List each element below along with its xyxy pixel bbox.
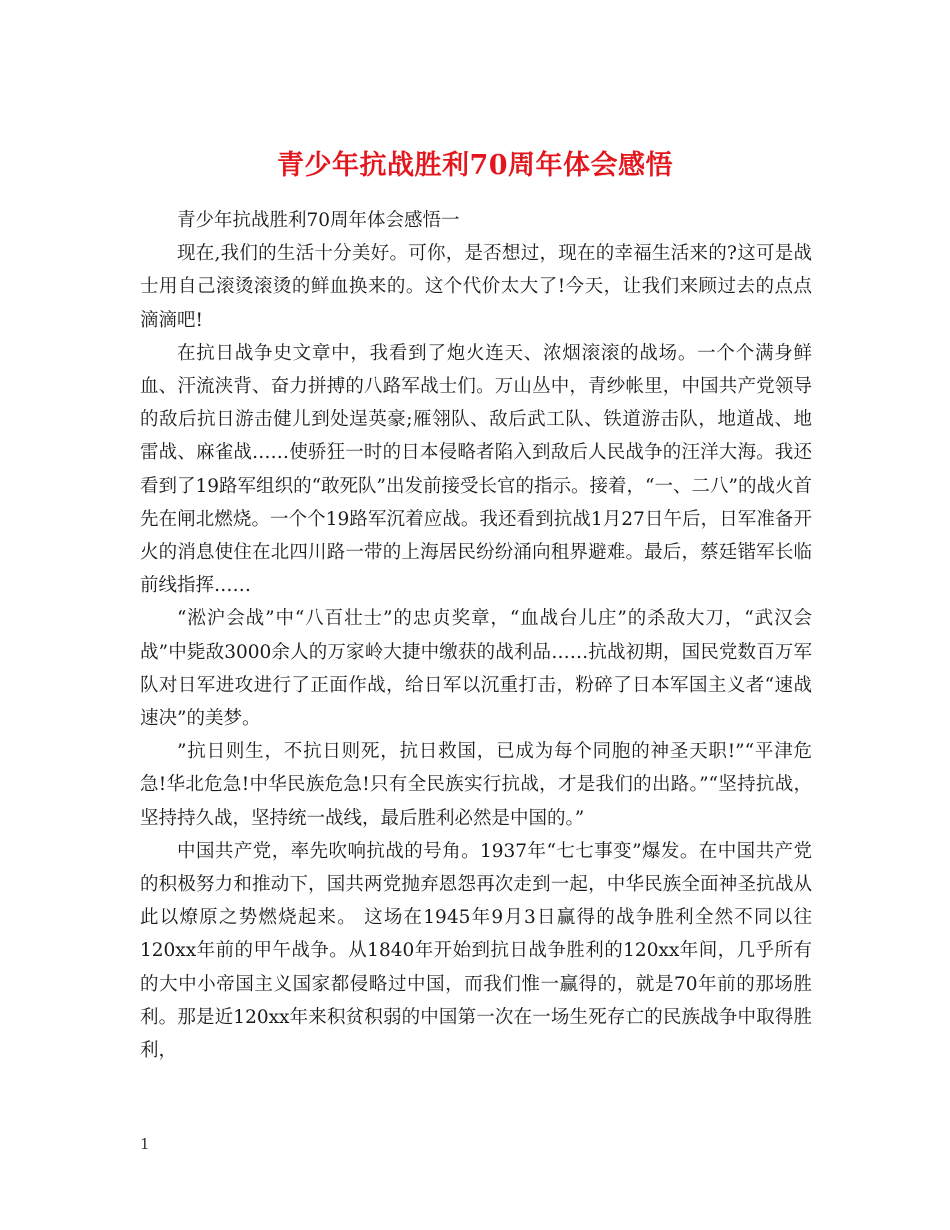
body-paragraph-1: 现在,我们的生活十分美好。可你，是否想过，现在的幸福生活来的?这可是战士用自己滚烫滚烫的鲜血换来的。这个代价太大了!今天，让我们来顾过去的点点滴滴吧! [140, 243, 812, 331]
document-title: 青少年抗战胜利70周年体会感悟 [276, 150, 674, 182]
body-paragraph-4: ”抗日则生，不抗日则死，抗日救国，已成为每个同胞的神圣天职!”“平津危急!华北危急!中华民族危急!只有全民族实行抗战，才是我们的出路。”“坚持抗战，坚持持久战，坚持统一战线，最后胜利必然是中国的。” [140, 741, 812, 829]
subheading-paragraph: 青少年抗战胜利70周年体会感悟一 [177, 210, 460, 231]
body-paragraph-3: “淞沪会战”中“八百壮士”的忠贞奖章，“血战台儿庄”的杀敌大刀，“武汉会战”中毙敌3000余人的万家岭大捷中缴获的战利品……抗战初期，国民党数百万军队对日军进攻进行了正面作战，给日军以沉重打击，粉碎了日本军国主义者“速战速决”的美梦。 [140, 608, 812, 730]
body-paragraph-5: 中国共产党，率先吹响抗战的号角。1937年“七七事变”爆发。在中国共产党的积极努力和推动下，国共两党抛弃恩怨再次走到一起，中华民族全面神圣抗战从此以燎原之势燃烧起来。 这场在1945年9月3日赢得的战争胜利全然不同以往120xx年前的甲午战争。从1840年开始到抗日战争胜利的120xx年间，几乎所有的大中小帝国主义国家都侵略过中国，而我们惟一赢得的，就是70年前的那场胜利。那是近120xx年来积贫积弱的中国第一次在一场生死存亡的民族战争中取得胜利， [140, 840, 812, 1062]
document-body [140, 204, 812, 1067]
page-number: 1 [140, 1135, 150, 1153]
body-paragraph-2: 在抗日战争史文章中，我看到了炮火连天、浓烟滚滚的战场。一个个满身鲜血、汗流浃背、奋力拼搏的八路军战士们。万山丛中，青纱帐里，中国共产党领导的敌后抗日游击健儿到处逞英豪;雁翎队、敌后武工队、铁道游击队，地道战、地雷战、麻雀战……使骄狂一时的日本侵略者陷入到敌后人民战争的汪洋大海。我还看到了19路军组织的“敢死队”出发前接受长官的指示。接着，“一、二八”的战火首先在闸北燃烧。一个个19路军沉着应战。我还看到抗战1月27日午后，日军准备开火的消息使住在北四川路一带的上海居民纷纷涌向租界避难。最后，蔡廷锴军长临前线指挥…… [140, 342, 812, 597]
